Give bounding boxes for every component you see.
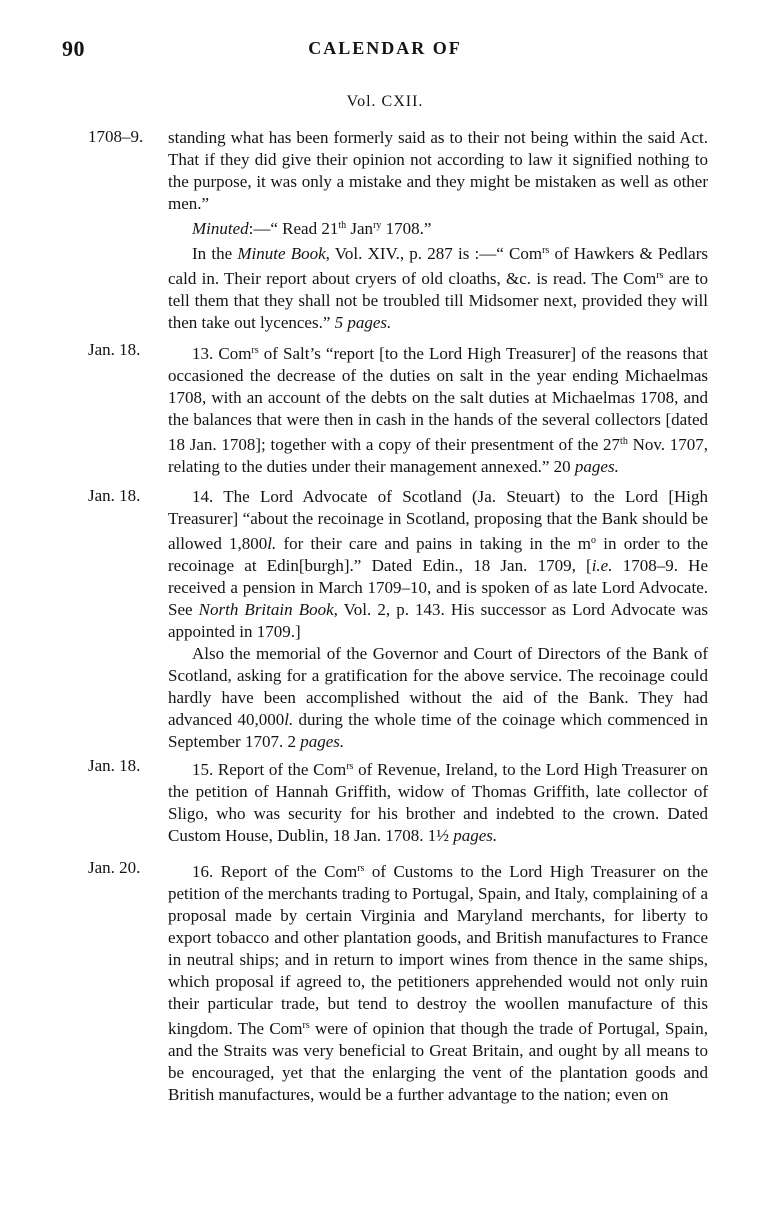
text-run: of Customs to the Lord High Treasurer on the petition of the merchants trading to Portugal, Spain, and Italy, complaining of a proposal made by certain Virginia and Maryland merchants, for liberty to export tobacco and other plantation goods, and British manufactures to France in neutral ships; and in return to import wines from thence in the same ships, which proposal if agreed to, the petitioners apprehended would not only ruin their particular trade, but tend to destroy the woollen manufacture of this kingdom. The Com xyxy=(168,862,708,1038)
italic-text: l. xyxy=(267,534,277,553)
text-run: :—“ Read 21 xyxy=(248,219,339,238)
entry-text xyxy=(168,756,708,847)
entry-paragraph xyxy=(168,643,708,753)
text-run: Nov. 1707, relating to the duties under their management annexed.” 20 xyxy=(168,435,708,476)
italic-text: pages. xyxy=(574,457,619,476)
entry-paragraph xyxy=(168,340,708,478)
text-run: 15. Report of the Com xyxy=(192,760,347,779)
italic-text: pages. xyxy=(453,826,498,845)
entry-date: Jan. 18. xyxy=(88,340,141,359)
text-run: are to tell them that they shall not be troubled till Midsomer next, provided they will then take out lycences.” xyxy=(168,269,708,332)
italic-text: pages. xyxy=(300,732,345,751)
entry-date: 1708–9. xyxy=(88,127,144,146)
superscript-text: rs xyxy=(357,863,365,874)
superscript-text: rs xyxy=(251,345,259,356)
text-run: In the xyxy=(192,244,238,263)
entry-paragraph xyxy=(168,486,708,643)
italic-text: l. xyxy=(284,710,294,729)
entry-paragraph xyxy=(168,215,708,240)
text-run: 14. The Lord Advocate of Scotland (Ja. Steuart) to the Lord [High Treasurer] “about the recoinage in Scotland, proposing that the Bank should be allowed 1,800 xyxy=(168,487,708,553)
entry-date: Jan. 18. xyxy=(88,486,141,505)
entry-paragraph xyxy=(168,240,708,334)
superscript-text: rs xyxy=(656,270,664,281)
text-run: in order to the recoinage at Edin[burgh].” Dated Edin., 18 Jan. 1709, [ xyxy=(168,534,708,575)
text-run: of Salt’s “report [to the Lord High Treasurer] of the reasons that occasioned the decrease of the duties on salt in the year ending Michaelmas 1708, with an account of the debts on the salt duties at Michaelmas 1708, and the balances that were then in cash in the hands of the several collectors [dated 18 Jan. 1708]; together with a copy of their presentment of the 27 xyxy=(168,344,709,454)
superscript-text: rs xyxy=(542,245,550,256)
entry-date: Jan. 20. xyxy=(88,858,141,877)
text-run: Also the memorial of the Governor and Court of Directors of the Bank of Scotland, asking for a gratification for the above service. The recoinage could hardly have been accomplished without the aid of the Bank. They had advanced 40,000 xyxy=(168,644,708,729)
text-run: of Hawkers & Pedlars cald in. Their report about cryers of old cloaths, &c. is read. The Com xyxy=(168,244,708,288)
text-run: were of opinion that though the trade of Portugal, Spain, and the Straits was very beneficial to Great Britain, and ought by all means to be encouraged, yet that the enlarging the vent of the plantation goods and British manufactures, would be a further advantage to the nation; even on xyxy=(168,1019,708,1104)
volume-heading: Vol. CXII. xyxy=(346,93,424,110)
entry-text xyxy=(168,858,708,1106)
superscript-text: th xyxy=(338,220,347,231)
entry-text xyxy=(168,127,708,334)
text-run: , Vol. 2, p. 143. His successor as Lord Advocate was appointed in 1709.] xyxy=(168,600,709,641)
entry-text xyxy=(168,486,708,753)
running-title: CALENDAR OF xyxy=(308,38,462,58)
italic-text: North Britain Book xyxy=(198,600,334,619)
text-run: 1708.” xyxy=(381,219,432,238)
italic-text: Minute Book xyxy=(237,244,326,263)
page-number: 90 xyxy=(62,36,85,61)
text-run: of Revenue, Ireland, to the Lord High Treasurer on the petition of Hannah Griffith, widow of Thomas Griffith, late collector of Sligo, who was security for his brother and indebted to the crown. Dated Custom House, Dublin, 18 Jan. 1708. 1½ xyxy=(168,760,708,845)
italic-text: Minuted xyxy=(192,219,249,238)
text-run: 16. Report of the Com xyxy=(192,862,358,881)
superscript-text: o xyxy=(591,535,597,546)
text-run: for their care and pains in taking in the m xyxy=(276,534,592,553)
entry-paragraph xyxy=(168,127,708,215)
entry-text xyxy=(168,340,708,478)
entry-paragraph xyxy=(168,756,708,847)
entry-paragraph xyxy=(168,858,708,1106)
italic-text: 5 pages. xyxy=(334,313,392,332)
text-run: 13. Com xyxy=(192,344,252,363)
superscript-text: rs xyxy=(346,761,354,772)
text-run: Jan xyxy=(346,219,374,238)
text-run: standing what has been formerly said as to their not being within the said Act. That if they did give their opinion not according to law it signified nothing to the purpose, it was only a mistake and they might be mistaken as well as other men.” xyxy=(168,128,708,213)
superscript-text: ry xyxy=(373,220,382,231)
text-run: during the whole time of the coinage which commenced in September 1707. 2 xyxy=(168,710,708,751)
superscript-text: rs xyxy=(302,1020,310,1031)
entry-date: Jan. 18. xyxy=(88,756,141,775)
italic-text: i.e. xyxy=(591,556,613,575)
superscript-text: th xyxy=(620,436,628,447)
text-run: 1708–9. He received a pension in March 1709–10, and is spoken of as late Lord Advocate. See xyxy=(168,556,708,619)
text-run: , Vol. XIV., p. 287 is :—“ Com xyxy=(325,244,543,263)
